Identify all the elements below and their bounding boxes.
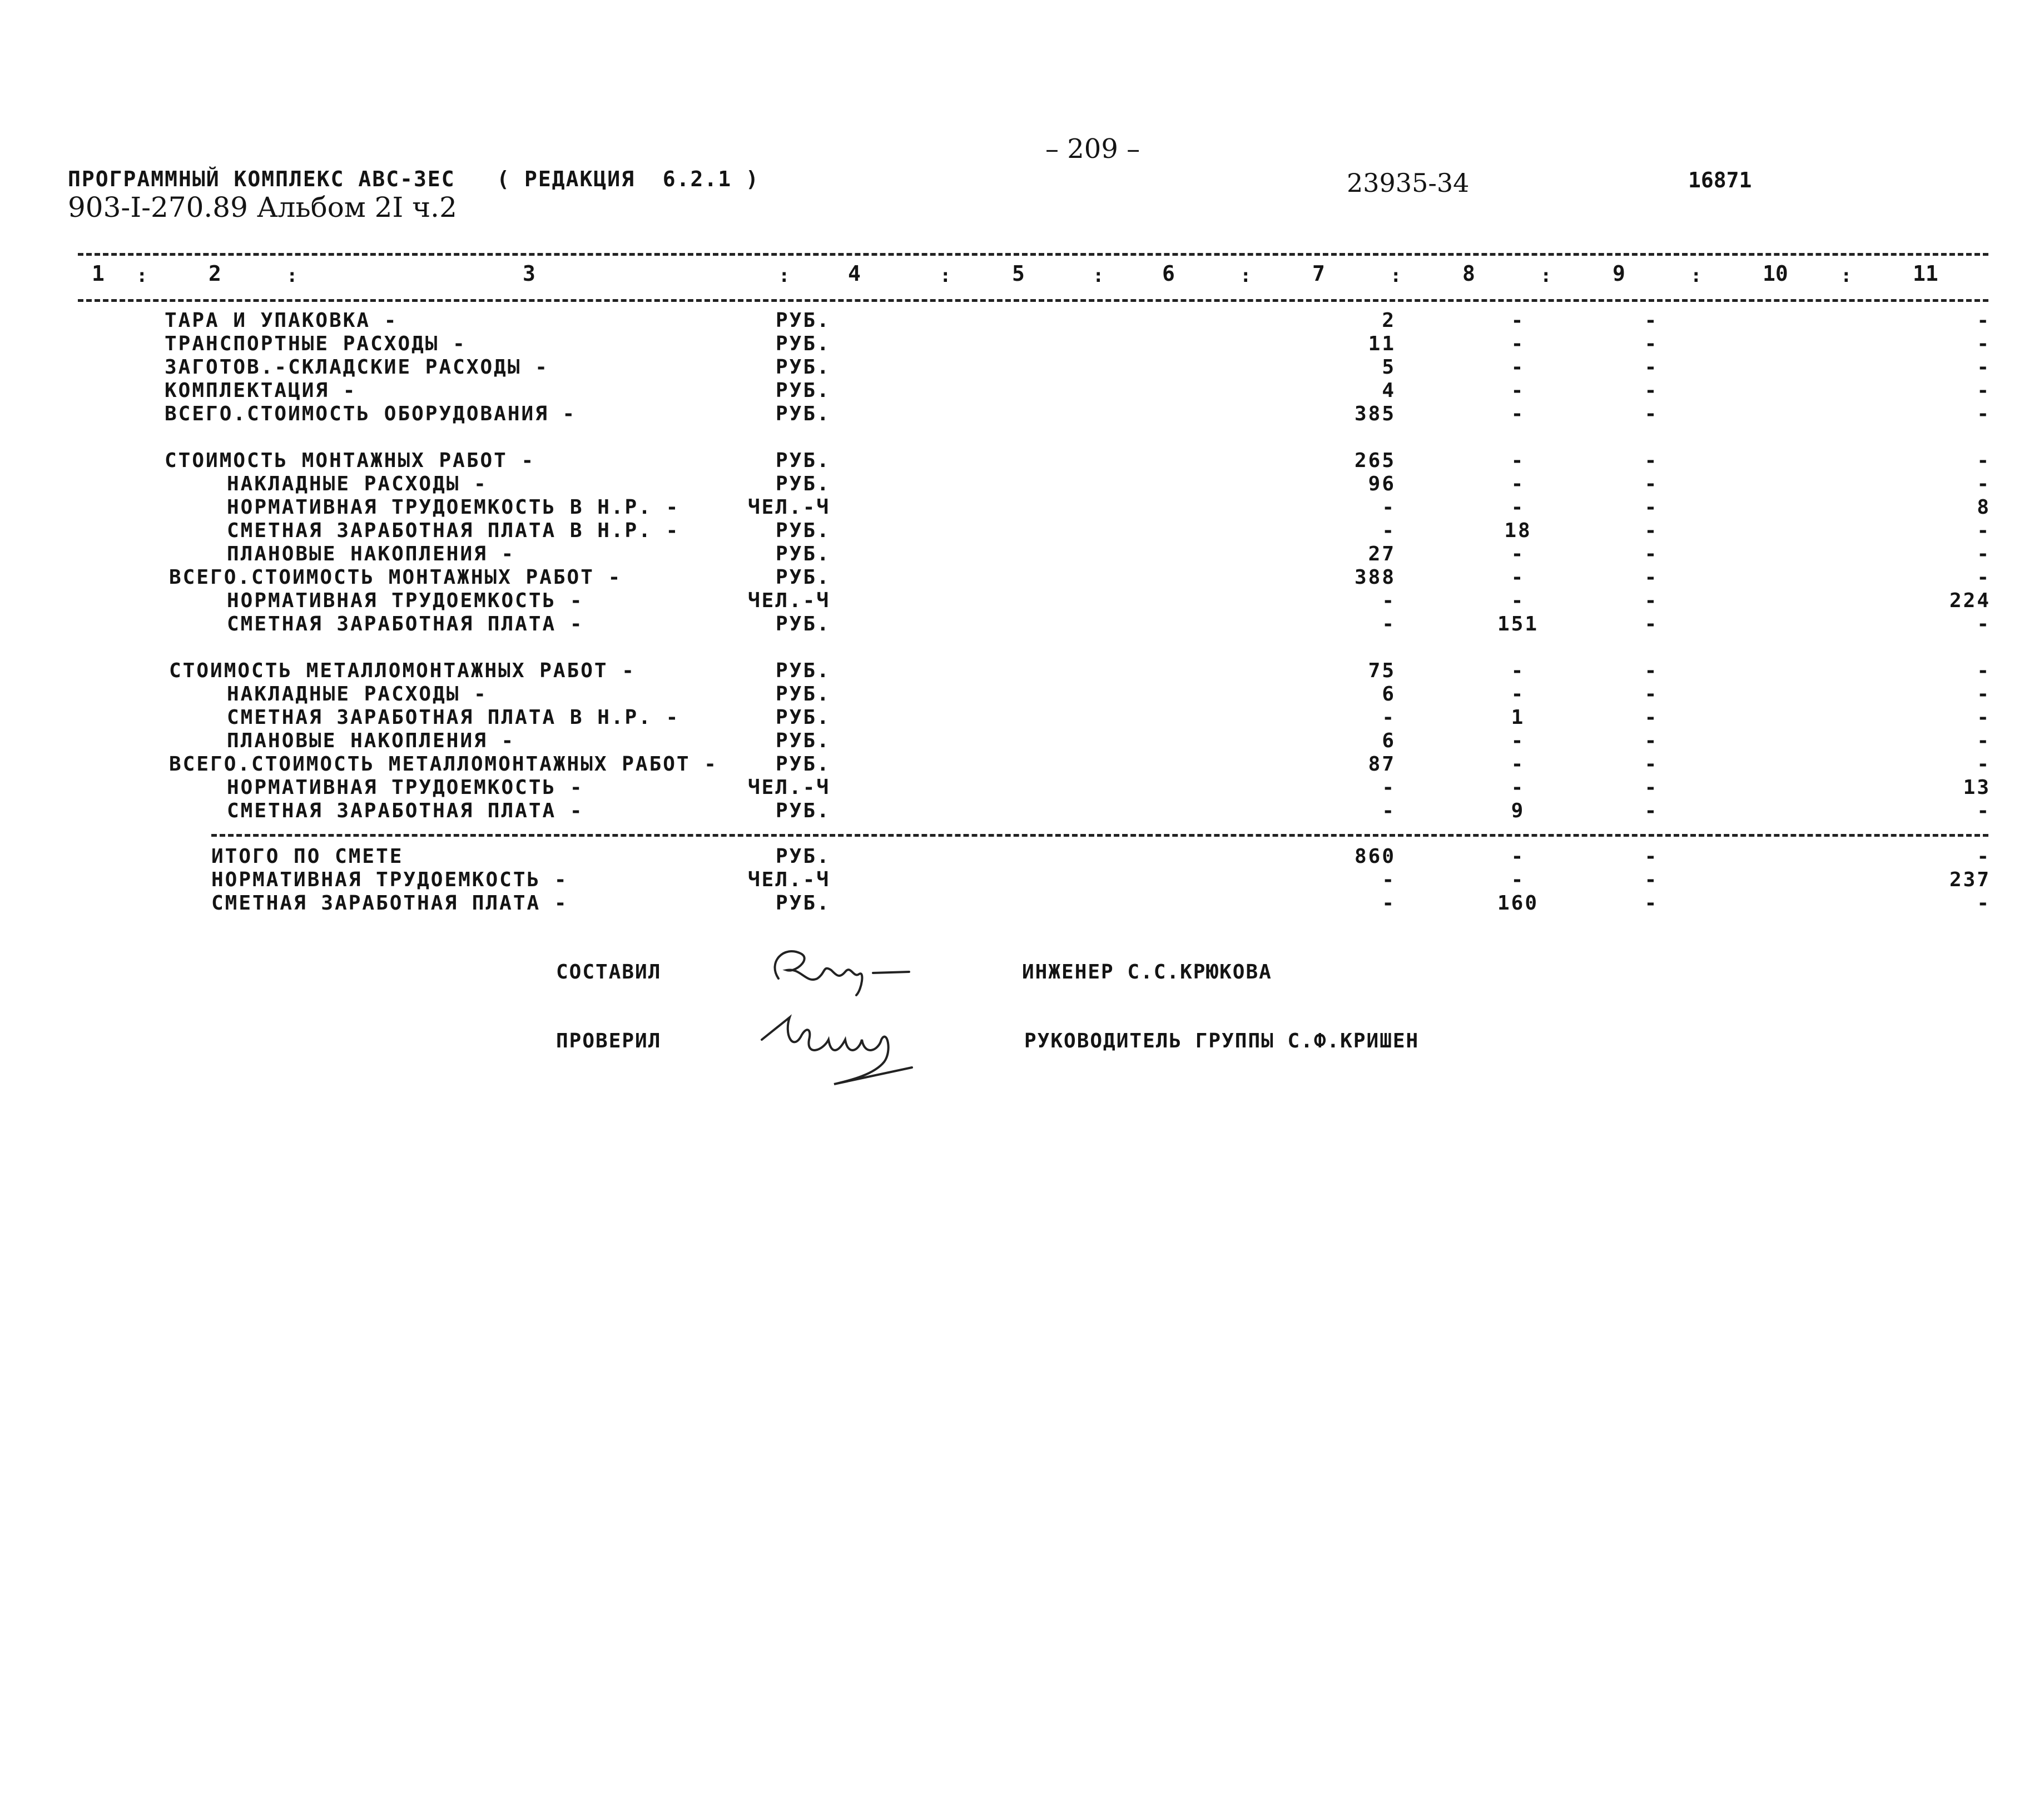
- cell-col11: -: [1977, 753, 1991, 776]
- cell-col11: 8: [1977, 496, 1991, 519]
- column-number: 5: [1012, 261, 1025, 286]
- row-label: СМЕТНАЯ ЗАРАБОТНАЯ ПЛАТА -: [227, 613, 584, 635]
- table-row: [0, 309, 2044, 332]
- row-label: ВСЕГО.СТОИМОСТЬ МЕТАЛЛОМОНТАЖНЫХ РАБОТ -: [169, 753, 718, 776]
- row-unit: РУБ.: [776, 543, 831, 565]
- row-unit: РУБ.: [776, 659, 831, 682]
- cell-col8: -: [1511, 659, 1525, 682]
- table-row: [0, 868, 2044, 892]
- table-row: [0, 776, 2044, 799]
- cell-col8: -: [1511, 776, 1525, 799]
- table-row: [0, 659, 2044, 683]
- cell-col7: -: [1382, 519, 1396, 542]
- cell-col8: -: [1511, 449, 1525, 472]
- cell-col7: 265: [1354, 449, 1396, 472]
- row-label: СТОИМОСТЬ МОНТАЖНЫХ РАБОТ -: [165, 449, 535, 472]
- cell-col7: 388: [1354, 566, 1396, 589]
- row-label: ПЛАНОВЫЕ НАКОПЛЕНИЯ -: [227, 729, 515, 752]
- column-separator: :: [778, 265, 790, 287]
- table-row: [0, 496, 2044, 519]
- row-unit: ЧЕЛ.-Ч: [748, 776, 831, 799]
- cell-col9: -: [1644, 566, 1659, 589]
- cell-col7: 87: [1368, 753, 1396, 776]
- cell-col8: 1: [1511, 706, 1525, 729]
- row-label: СМЕТНАЯ ЗАРАБОТНАЯ ПЛАТА В Н.Р. -: [227, 519, 680, 542]
- row-unit: РУБ.: [776, 379, 831, 402]
- cell-col7: 6: [1382, 683, 1396, 706]
- cell-col11: -: [1977, 799, 1991, 822]
- cell-col8: 151: [1497, 613, 1539, 635]
- table-row: [0, 356, 2044, 379]
- document-number: 16871: [1688, 168, 1752, 192]
- row-label: СМЕТНАЯ ЗАРАБОТНАЯ ПЛАТА -: [227, 799, 584, 822]
- cell-col11: -: [1977, 309, 1991, 332]
- cell-col11: -: [1977, 356, 1991, 379]
- row-label: ТРАНСПОРТНЫЕ РАСХОДЫ -: [165, 332, 467, 355]
- compiled-by-person: ИНЖЕНЕР С.С.КРЮКОВА: [1022, 961, 1272, 984]
- column-separator: :: [1390, 265, 1402, 287]
- cell-col8: -: [1511, 589, 1525, 612]
- row-label: ЗАГОТОВ.-СКЛАДСКИЕ РАСХОДЫ -: [165, 356, 549, 379]
- cell-col9: -: [1644, 543, 1659, 565]
- column-separator: :: [1240, 265, 1252, 287]
- cell-col9: -: [1644, 403, 1659, 425]
- table-row: [0, 892, 2044, 915]
- row-unit: РУБ.: [776, 613, 831, 635]
- row-label: НОРМАТИВНАЯ ТРУДОЕМКОСТЬ -: [211, 868, 568, 891]
- cell-col8: -: [1511, 566, 1525, 589]
- cell-col9: -: [1644, 845, 1659, 868]
- table-row: [0, 613, 2044, 636]
- table-row: [0, 753, 2044, 776]
- cell-col7: -: [1382, 892, 1396, 915]
- program-title: ПРОГРАММНЫЙ КОМПЛЕКС АВС-3ЕС ( РЕДАКЦИЯ 6.2.1 ): [68, 167, 760, 191]
- row-unit: ЧЕЛ.-Ч: [748, 589, 831, 612]
- album-reference: 903-I-270.89 Альбом 2I ч.2: [68, 191, 457, 223]
- compiled-signature: [762, 940, 929, 1001]
- table-row: [0, 519, 2044, 543]
- column-number: 4: [848, 261, 861, 286]
- row-unit: РУБ.: [776, 473, 831, 495]
- cell-col8: -: [1511, 729, 1525, 752]
- cell-col11: -: [1977, 403, 1991, 425]
- cell-col9: -: [1644, 776, 1659, 799]
- row-unit: РУБ.: [776, 753, 831, 776]
- table-row: [0, 543, 2044, 566]
- row-unit: РУБ.: [776, 683, 831, 706]
- row-unit: РУБ.: [776, 729, 831, 752]
- table-header-rule: [78, 299, 1988, 302]
- column-separator: :: [940, 265, 951, 287]
- cell-col9: -: [1644, 589, 1659, 612]
- cell-col11: -: [1977, 613, 1991, 635]
- cell-col11: -: [1977, 683, 1991, 706]
- column-number: 6: [1162, 261, 1175, 286]
- cell-col7: 5: [1382, 356, 1396, 379]
- column-number: 8: [1462, 261, 1475, 286]
- cell-col7: 27: [1368, 543, 1396, 565]
- checked-by-person: РУКОВОДИТЕЛЬ ГРУППЫ С.Ф.КРИШЕН: [1024, 1030, 1420, 1052]
- checked-signature: [751, 1006, 940, 1090]
- column-number: 2: [209, 261, 221, 286]
- cell-col11: -: [1977, 449, 1991, 472]
- cell-col7: -: [1382, 706, 1396, 729]
- table-row: [0, 589, 2044, 613]
- cell-col11: 13: [1963, 776, 1991, 799]
- row-label: ПЛАНОВЫЕ НАКОПЛЕНИЯ -: [227, 543, 515, 565]
- cell-col9: -: [1644, 332, 1659, 355]
- cell-col9: -: [1644, 892, 1659, 915]
- cell-col11: 237: [1949, 868, 1991, 891]
- cell-col7: -: [1382, 589, 1396, 612]
- column-separator: :: [1540, 265, 1552, 287]
- totals-rule: [211, 834, 1988, 837]
- table-row: [0, 566, 2044, 589]
- row-unit: ЧЕЛ.-Ч: [748, 868, 831, 891]
- row-unit: РУБ.: [776, 403, 831, 425]
- cell-col7: -: [1382, 496, 1396, 519]
- cell-col11: -: [1977, 706, 1991, 729]
- cell-col7: 2: [1382, 309, 1396, 332]
- cell-col9: -: [1644, 356, 1659, 379]
- column-number: 7: [1312, 261, 1325, 286]
- cell-col11: -: [1977, 892, 1991, 915]
- document-code: 23935-34: [1347, 168, 1470, 198]
- cell-col7: -: [1382, 613, 1396, 635]
- column-number: 10: [1763, 261, 1788, 286]
- cell-col9: -: [1644, 706, 1659, 729]
- cell-col8: -: [1511, 356, 1525, 379]
- cell-col9: -: [1644, 613, 1659, 635]
- cell-col9: -: [1644, 729, 1659, 752]
- cell-col7: -: [1382, 799, 1396, 822]
- table-row: [0, 683, 2044, 706]
- cell-col11: -: [1977, 519, 1991, 542]
- row-unit: РУБ.: [776, 892, 831, 915]
- cell-col9: -: [1644, 659, 1659, 682]
- cell-col11: -: [1977, 659, 1991, 682]
- cell-col9: -: [1644, 868, 1659, 891]
- table-row: [0, 403, 2044, 426]
- column-number: 9: [1613, 261, 1625, 286]
- row-label: СТОИМОСТЬ МЕТАЛЛОМОНТАЖНЫХ РАБОТ -: [169, 659, 636, 682]
- cell-col8: -: [1511, 309, 1525, 332]
- cell-col8: -: [1511, 496, 1525, 519]
- row-unit: РУБ.: [776, 706, 831, 729]
- cell-col9: -: [1644, 309, 1659, 332]
- compiled-by-label: СОСТАВИЛ: [556, 961, 662, 984]
- column-number: 3: [523, 261, 535, 286]
- row-unit: ЧЕЛ.-Ч: [748, 496, 831, 519]
- cell-col9: -: [1644, 449, 1659, 472]
- table-row: [0, 473, 2044, 496]
- cell-col7: 4: [1382, 379, 1396, 402]
- cell-col11: -: [1977, 379, 1991, 402]
- cell-col7: -: [1382, 868, 1396, 891]
- cell-col9: -: [1644, 379, 1659, 402]
- row-unit: РУБ.: [776, 566, 831, 589]
- row-label: НАКЛАДНЫЕ РАСХОДЫ -: [227, 473, 488, 495]
- cell-col8: 9: [1511, 799, 1525, 822]
- cell-col8: -: [1511, 845, 1525, 868]
- column-number: 1: [92, 261, 105, 286]
- cell-col11: 224: [1949, 589, 1991, 612]
- cell-col9: -: [1644, 496, 1659, 519]
- row-label: ТАРА И УПАКОВКА -: [165, 309, 398, 332]
- table-row: [0, 449, 2044, 473]
- table-row: [0, 706, 2044, 729]
- cell-col8: 160: [1497, 892, 1539, 915]
- row-label: НАКЛАДНЫЕ РАСХОДЫ -: [227, 683, 488, 706]
- column-separator: :: [1840, 265, 1852, 287]
- cell-col8: -: [1511, 753, 1525, 776]
- cell-col8: -: [1511, 332, 1525, 355]
- cell-col8: -: [1511, 403, 1525, 425]
- cell-col8: -: [1511, 543, 1525, 565]
- cell-col8: 18: [1504, 519, 1532, 542]
- row-label: КОМПЛЕКТАЦИЯ -: [165, 379, 357, 402]
- cell-col11: -: [1977, 566, 1991, 589]
- cell-col7: 860: [1354, 845, 1396, 868]
- page-number: – 209 –: [1045, 133, 1140, 165]
- cell-col8: -: [1511, 473, 1525, 495]
- column-separator: :: [136, 265, 148, 287]
- checked-by-label: ПРОВЕРИЛ: [556, 1030, 662, 1052]
- cell-col11: -: [1977, 845, 1991, 868]
- cell-col9: -: [1644, 753, 1659, 776]
- row-unit: РУБ.: [776, 449, 831, 472]
- cell-col7: 11: [1368, 332, 1396, 355]
- row-label: ВСЕГО.СТОИМОСТЬ МОНТАЖНЫХ РАБОТ -: [169, 566, 622, 589]
- row-unit: РУБ.: [776, 356, 831, 379]
- table-row: [0, 845, 2044, 868]
- cell-col7: 6: [1382, 729, 1396, 752]
- cell-col9: -: [1644, 519, 1659, 542]
- row-unit: РУБ.: [776, 332, 831, 355]
- table-row: [0, 379, 2044, 403]
- cell-col7: 385: [1354, 403, 1396, 425]
- cell-col9: -: [1644, 683, 1659, 706]
- cell-col7: 75: [1368, 659, 1396, 682]
- cell-col11: -: [1977, 729, 1991, 752]
- cell-col11: -: [1977, 473, 1991, 495]
- row-label: ИТОГО ПО СМЕТЕ: [211, 845, 404, 868]
- cell-col8: -: [1511, 683, 1525, 706]
- cell-col7: 96: [1368, 473, 1396, 495]
- row-unit: РУБ.: [776, 309, 831, 332]
- column-separator: :: [286, 265, 298, 287]
- column-separator: :: [1690, 265, 1702, 287]
- row-label: НОРМАТИВНАЯ ТРУДОЕМКОСТЬ -: [227, 589, 584, 612]
- row-label: СМЕТНАЯ ЗАРАБОТНАЯ ПЛАТА -: [211, 892, 568, 915]
- row-unit: РУБ.: [776, 845, 831, 868]
- row-label: СМЕТНАЯ ЗАРАБОТНАЯ ПЛАТА В Н.Р. -: [227, 706, 680, 729]
- row-label: ВСЕГО.СТОИМОСТЬ ОБОРУДОВАНИЯ -: [165, 403, 577, 425]
- row-label: НОРМАТИВНАЯ ТРУДОЕМКОСТЬ В Н.Р. -: [227, 496, 680, 519]
- row-label: НОРМАТИВНАЯ ТРУДОЕМКОСТЬ -: [227, 776, 584, 799]
- cell-col8: -: [1511, 868, 1525, 891]
- column-separator: :: [1093, 265, 1104, 287]
- table-row: [0, 332, 2044, 356]
- cell-col11: -: [1977, 543, 1991, 565]
- cell-col11: -: [1977, 332, 1991, 355]
- row-unit: РУБ.: [776, 799, 831, 822]
- table-row: [0, 729, 2044, 753]
- cell-col7: -: [1382, 776, 1396, 799]
- table-top-rule: [78, 253, 1988, 256]
- row-unit: РУБ.: [776, 519, 831, 542]
- table-row: [0, 799, 2044, 823]
- cell-col8: -: [1511, 379, 1525, 402]
- cell-col9: -: [1644, 473, 1659, 495]
- column-number: 11: [1913, 261, 1938, 286]
- cell-col9: -: [1644, 799, 1659, 822]
